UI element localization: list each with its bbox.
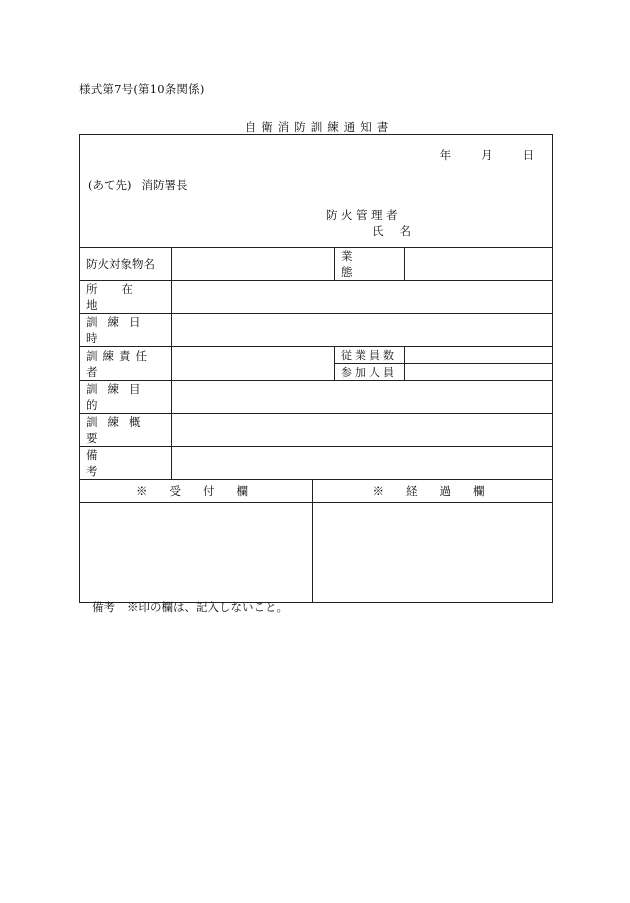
date-month-label: 月 [481, 148, 493, 162]
footnote-label: 備考 [92, 600, 115, 614]
notification-form-table [79, 134, 553, 603]
addressee-line [88, 177, 187, 193]
location-field[interactable] [172, 281, 553, 314]
employee-count-field[interactable] [405, 347, 553, 364]
document-title: 自衛消防訓練通知書 [244, 120, 394, 134]
training-outline-label: 訓練概要 [80, 414, 172, 447]
training-purpose-field[interactable] [172, 381, 553, 414]
form-number: 様式第7号(第10条関係) [79, 82, 205, 96]
location-label: 所在地 [80, 281, 172, 314]
business-type-field[interactable] [405, 248, 553, 281]
target-name-label: 防火対象物名 [80, 248, 172, 281]
training-outline-field[interactable] [172, 414, 553, 447]
addressee-name: 消防署長 [141, 178, 188, 192]
date-day-label: 日 [522, 148, 535, 162]
fire-manager-label: 防火管理者 [326, 208, 401, 222]
remarks-label: 備考 [80, 447, 172, 480]
training-datetime-label: 訓練日時 [80, 314, 172, 347]
progress-field[interactable] [313, 503, 553, 603]
manager-name-label: 氏名 [372, 224, 427, 238]
training-manager-label: 訓練責任者 [80, 347, 172, 381]
footnote-text: ※印の欄は、記入しないこと。 [127, 600, 288, 614]
addressee-prefix: (あて先) [88, 178, 132, 192]
target-name-field[interactable] [172, 248, 335, 281]
participant-count-label: 参加人員 [335, 364, 405, 381]
progress-column-header: ※経過欄 [313, 480, 553, 503]
remarks-field[interactable] [172, 447, 553, 480]
footnote [92, 599, 288, 615]
reception-field[interactable] [80, 503, 313, 603]
date-line [440, 147, 535, 163]
employee-count-label: 従業員数 [335, 347, 405, 364]
date-year-label: 年 [439, 148, 452, 162]
business-type-label: 業態 [335, 248, 405, 281]
training-datetime-field[interactable] [172, 314, 553, 347]
participant-count-field[interactable] [405, 364, 553, 381]
reception-column-header: ※受付欄 [80, 480, 313, 503]
training-manager-field[interactable] [172, 347, 335, 381]
form-header-section [80, 135, 553, 248]
training-purpose-label: 訓練目的 [80, 381, 172, 414]
